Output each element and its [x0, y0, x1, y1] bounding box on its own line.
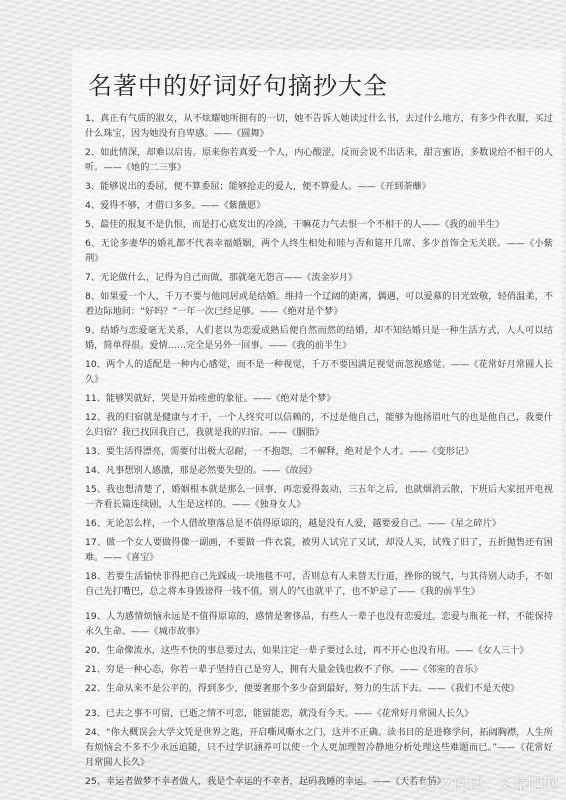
quote-item-11: 11、能够哭就好，哭是开始痊愈的象征。——《绝对是个梦》	[85, 393, 336, 404]
quote-item-4: 4、爱得不够，才借口多多。——《紫薇愿》	[85, 200, 266, 211]
quote-item-15: 15、我也想清楚了，婚姻根本就是那么一回事，再恋爱得轰动，三五年之后，也就烟消云散，下班后大家扭开电视一齐看长篇连续剧，人生是这样的。——《独身女人》	[85, 484, 553, 510]
quote-item-20: 20、生命像流水，这些不快的事总要过去，如果注定一辈子要过么过，再不开心也没有用。——《女人三十》	[85, 645, 529, 656]
quote-item-18: 18、若要生活愉快非得把自己先踩成一块地毯不可，否则总有人来替天行道，挫你的锐气，与其待别人动手，不如自己先打嘴巴，总之将本身毁谤得一钱不值，别人的气也就平了，也不妒忌了——《我的前半生》	[85, 571, 553, 597]
quote-item-5: 5、最佳的报复不是仇恨，而是打心底发出的冷淡，干嘛花力气去恨一个不相干的人——《我的前半生》	[85, 219, 505, 230]
quote-item-14: 14、凡事想别人感激，那是必然要失望的。——《故园》	[85, 465, 318, 476]
quote-item-1: 1、真正有气质的淑女，从不炫耀她所拥有的一切，她不告诉人她读过什么书，去过什么地方，有多少件衣服，买过什么珠宝，因为她没有自卑感。——《圆舞》	[85, 113, 553, 139]
quote-item-17: 17、做一个女人要做得像一副画，不要做一件衣裳，被男人试完了又试，却没人买，试残了旧了，五折抛售还有困难。——《喜宝》	[85, 537, 553, 563]
quote-item-13: 13、要生活得漂亮，需要付出极大忍耐，一不抱怨，二不解释，绝对是个人才。——《变形记》	[85, 446, 474, 457]
quote-item-8: 8、如果爱一个人，千万不要与他同居或是结婚。维持一个辽阔的距离，偶遇，可以爱慕的目光致敬，轻俏温柔，不着边际地问：“好吗？”一年一次已经足够。——《绝对是个梦》	[85, 291, 553, 317]
site-watermark: 好文阅读：文章吧网	[422, 775, 558, 793]
quote-item-7: 7、无论做什么，记得为自己而做，那就毫无怨言——《流金岁月》	[85, 272, 358, 283]
quote-item-21: 21、穷是一种心态，你若一辈子坚持自己是穷人，拥有大量金钱也救不了你。——《邻室的音乐》	[85, 664, 483, 675]
quote-item-3: 3、能够说出的委屈，便不算委屈；能够抢走的爱人，便不算爱人。——《开到荼蘼》	[85, 181, 431, 192]
quote-item-23: 23、已去之事不可留，已逝之情不可恋，能留能恋，就没有今天。——《花常好月常圆人长久》	[85, 708, 474, 719]
quote-item-19: 19、人为感情烦恼永远是不值得原谅的，感情是奢侈品，有些人一辈子也没有恋爱过。恋爱与瓶花一样，不能保持永久生命。——《城市故事》	[85, 611, 553, 637]
quote-item-25: 25、幸运者做梦不幸者做人，我是个幸运的不幸者，起码我睡的幸运。——《天若有情》	[85, 776, 446, 787]
quote-item-16: 16、无论怎么样，一个人借故堕落总是不值得原谅的，越是没有人爱，越要爱自己。——《星之碎片》	[85, 518, 501, 529]
page-title: 名著中的好词好句摘抄大全	[88, 72, 388, 100]
quote-item-10: 10、两个人的适配是一种内心感觉，而不是一种视觉，千万不要因满足视觉而忽视感觉。——《花常好月常圆人长久》	[85, 359, 553, 385]
quote-list	[85, 111, 553, 793]
quote-item-22: 22、生命从来不是公平的，得到多少，便要奢那个多少奋到最好，努力的生活下去。——《我们不是天使》	[85, 683, 520, 694]
quote-item-9: 9、结婚与恋爱毫无关系，人们老以为恋爱成熟后便自然而然的结婚，却不知结婚只是一种生活方式，人人可以结婚，简单得很。爱情……完全是另外一回事。——《我的前半生》	[85, 325, 553, 351]
quote-item-2: 2、如此情深，却难以启齿。原来你若真爱一个人，内心酸涩，反而会说不出话来，甜言蜜语，多数说给不相干的人听。——《她的二三事》	[85, 147, 553, 173]
quote-item-12: 12、我的归宿就是健康与才干，一个人终究可以信赖的，不过是他自己，能够为他扬眉吐气的也是他自己，我要什么归宿？我已找回我自己，我就是我的归宿。——《胭脂》	[85, 412, 553, 438]
quote-item-6: 6、无论多妻华的婚礼都不代表幸福婚姻，两个人终生相处和睦与否和筵开几席、多少首饰全无关联。——《小紫荆》	[85, 238, 553, 264]
quote-item-24: 24、“你大概误会大学文凭是世界之匙，开启嘶风嘶水之门，这并不正确。读书目的是进修学问，拓阔胸襟，人生所有烦恼会不多不少永远追随，只不过学识涵养可以使一个人更加理智冷静地分析处理这些难题而已。”——《花常好月常圆人长久》	[85, 727, 553, 768]
